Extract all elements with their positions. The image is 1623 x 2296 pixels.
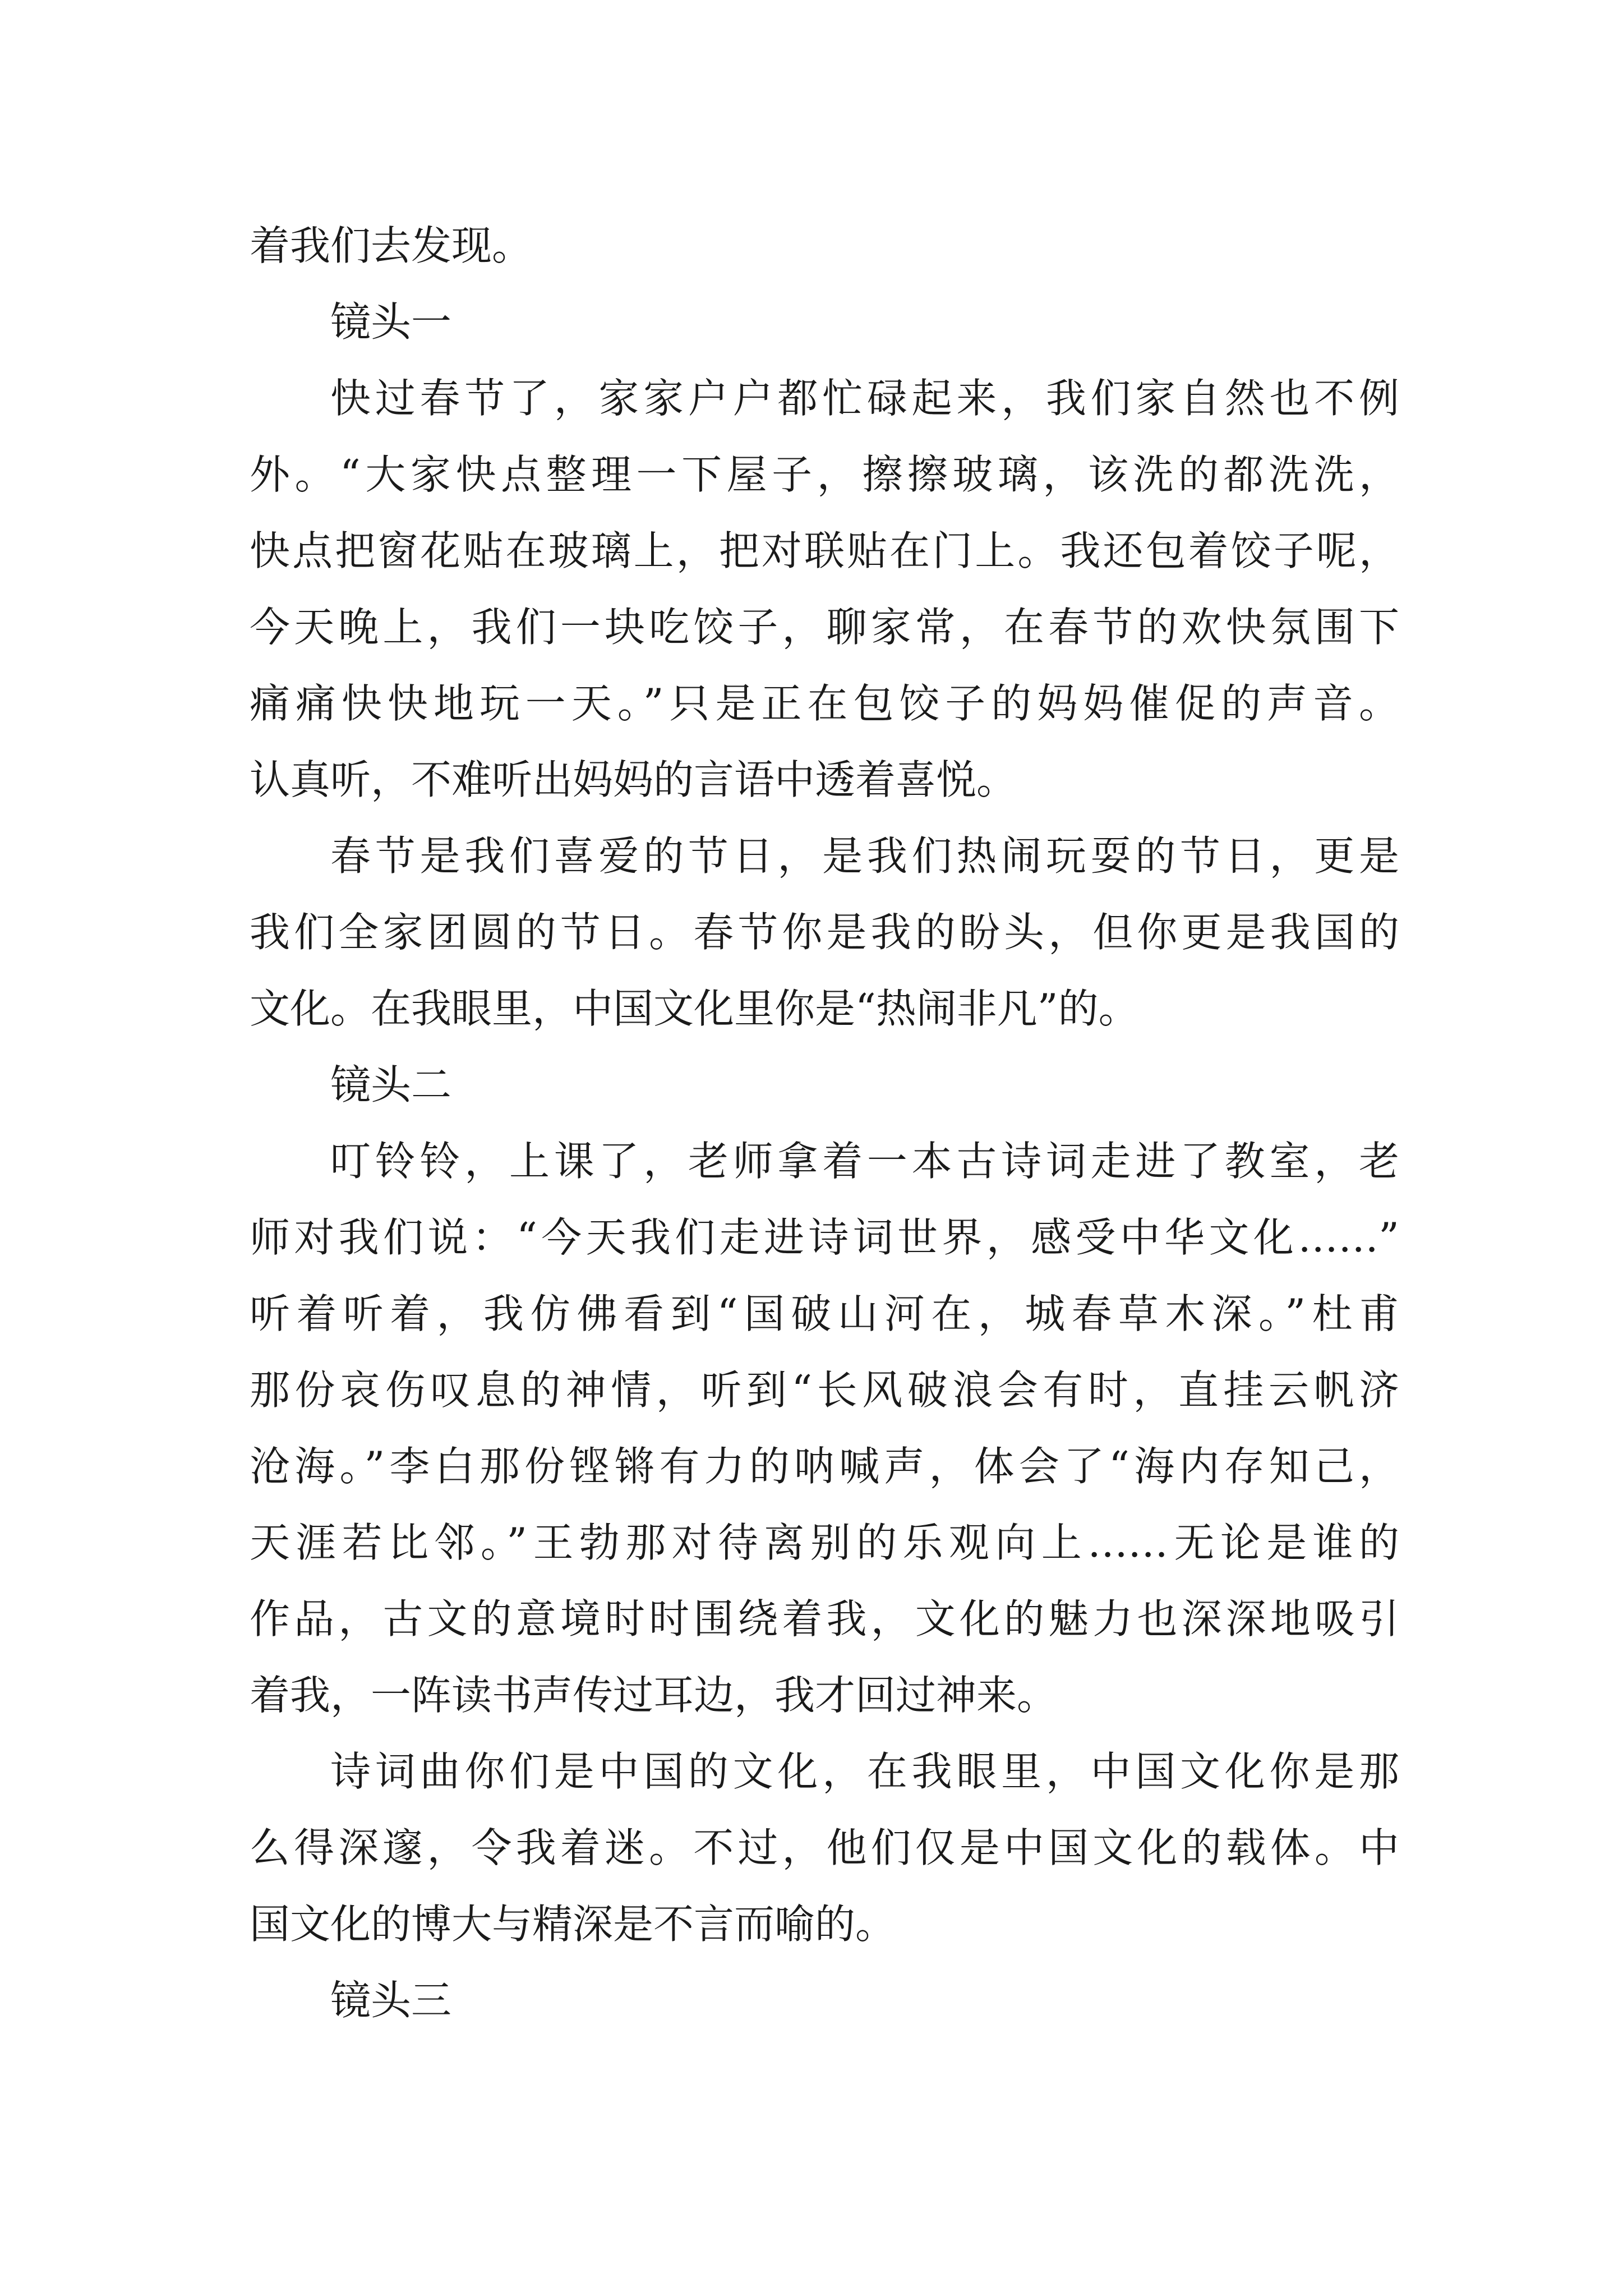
- text-line: 国文化的博大与精深是不言而喻的。: [250, 1901, 896, 1948]
- text-line: 痛痛快快地玩一天。”只是正在包饺子的妈妈催促的声音。: [250, 680, 1399, 727]
- section-heading: 镜头二: [330, 1061, 452, 1108]
- text-line: 那份哀伤叹息的神情，听到“长风破浪会有时，直挂云帆济: [250, 1366, 1399, 1414]
- text-line: 外。“大家快点整理一下屋子，擦擦玻璃，该洗的都洗洗，: [250, 451, 1399, 498]
- text-line: 师对我们说：“今天我们走进诗词世界，感受中华文化……”: [250, 1214, 1399, 1261]
- text-line: 听着听着，我仿佛看到“国破山河在，城春草木深。”杜甫: [250, 1290, 1399, 1337]
- section-heading: 镜头三: [330, 1977, 452, 2024]
- text-line: 快点把窗花贴在玻璃上，把对联贴在门上。我还包着饺子呢，: [250, 527, 1399, 574]
- text-line: 天涯若比邻。”王勃那对待离别的乐观向上……无论是谁的: [250, 1519, 1399, 1566]
- text-line: 今天晚上，我们一块吃饺子，聊家常，在春节的欢快氛围下: [250, 604, 1399, 651]
- text-line: 沧海。”李白那份铿锵有力的呐喊声，体会了“海内存知己，: [250, 1443, 1399, 1490]
- section-heading: 镜头一: [330, 298, 452, 346]
- text-line: 着我，一阵读书声传过耳边，我才回过神来。: [250, 1672, 1058, 1719]
- text-line: 叮铃铃，上课了，老师拿着一本古诗词走进了教室，老: [330, 1138, 1399, 1185]
- text-line: 我们全家团圆的节日。春节你是我的盼头，但你更是我国的: [250, 909, 1399, 956]
- text-line: 文化。在我眼里，中国文化里你是“热闹非凡”的。: [250, 985, 1139, 1032]
- text-line: 诗词曲你们是中国的文化，在我眼里，中国文化你是那: [330, 1748, 1399, 1795]
- text-line: 作品，古文的意境时时围绕着我，文化的魅力也深深地吸引: [250, 1595, 1399, 1642]
- text-line: 么得深邃，令我着迷。不过，他们仅是中国文化的载体。中: [250, 1824, 1399, 1871]
- text-line: 着我们去发现。: [250, 222, 533, 269]
- text-line: 认真听，不难听出妈妈的言语中透着喜悦。: [250, 756, 1017, 803]
- text-line: 春节是我们喜爱的节日，是我们热闹玩耍的节日，更是: [330, 832, 1399, 880]
- text-line: 快过春节了，家家户户都忙碌起来，我们家自然也不例: [330, 375, 1399, 422]
- document-body: [250, 208, 1399, 2039]
